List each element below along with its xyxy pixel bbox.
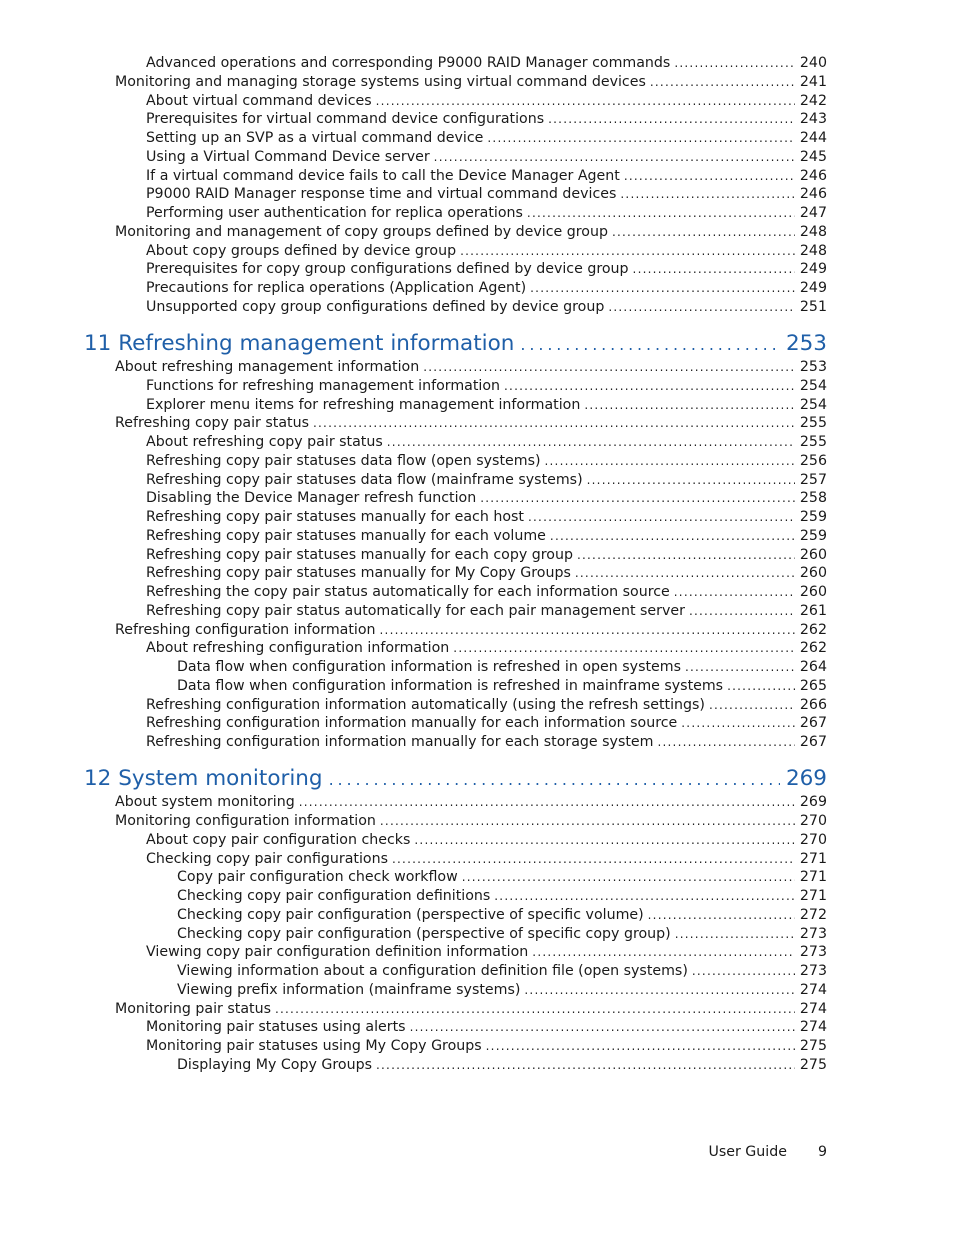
toc-entry-page: 249 [799,261,827,278]
toc-entry-page: 245 [799,148,827,165]
toc-leader-dots [487,129,795,147]
toc-entry[interactable] [115,223,827,241]
toc-entry-title: Refreshing copy pair statuses data flow (mainframe systems) [146,471,583,488]
toc-entry-title: Viewing copy pair configuration definition information [146,944,529,961]
toc-leader-dots [376,1056,795,1074]
toc-entry[interactable] [146,602,827,620]
toc-entry-page: 255 [799,434,827,450]
toc-entry[interactable] [146,396,827,414]
page-footer [708,1142,827,1162]
toc-entry[interactable] [146,850,827,868]
toc-entry-title: Data flow when configuration information is refreshed in open systems [177,659,681,675]
toc-entry-page: 251 [799,298,827,315]
toc-leader-dots [530,279,795,297]
toc-entry[interactable] [146,508,827,526]
toc-entry-page: 244 [799,130,827,146]
toc-leader-dots [299,793,795,811]
toc-entry-title: Prerequisites for virtual command device configurations [146,111,545,128]
toc-entry[interactable] [146,298,827,316]
toc-entry-page: 267 [799,715,827,732]
toc-entry[interactable] [115,793,827,811]
toc-entry[interactable] [115,812,827,830]
toc-entry-title: About refreshing copy pair status [146,434,383,450]
toc-leader-dots [532,943,795,961]
toc-entry-title: Precautions for replica operations (Application Agent) [146,280,527,296]
toc-entry-title: Data flow when configuration information is refreshed in mainframe systems [177,677,724,694]
toc-entry-title: Viewing prefix information (mainframe systems) [177,981,521,998]
toc-leader-dots [548,110,795,128]
toc-entry-title: Monitoring pair statuses using My Copy Groups [146,1038,482,1054]
toc-leader-dots [410,1018,795,1036]
toc-leader-dots [527,204,795,222]
toc-entry-page: 254 [799,396,827,413]
toc-leader-dots [380,621,795,639]
toc-entry-page: 262 [799,640,827,657]
toc-entry-page: 264 [799,659,827,675]
toc-entry[interactable] [146,583,827,601]
toc-entry-page: 240 [799,55,827,71]
toc-leader-dots [681,714,795,732]
toc-leader-dots [689,602,795,620]
toc-leader-dots [577,546,795,564]
toc-leader-dots [608,298,795,316]
toc-leader-dots [494,887,795,905]
toc-entry-page: 247 [799,205,827,221]
toc-leader-dots [675,925,795,943]
toc-entry-page: 257 [799,471,827,488]
toc-entry-title: Functions for refreshing management information [146,377,501,394]
toc-entry[interactable] [146,546,827,564]
toc-entry-page: 266 [799,696,827,713]
toc-entry-title: Refreshing configuration information automatically (using the refresh settings) [146,696,705,713]
toc-leader-dots [462,868,795,886]
toc-entry-title: 11 Refreshing management information [84,330,515,356]
toc-entry[interactable] [146,242,827,260]
toc-entry-page: 242 [799,92,827,109]
toc-entry[interactable] [146,639,827,657]
toc-entry-title: Explorer menu items for refreshing management information [146,396,581,413]
toc-leader-dots [376,92,795,110]
toc-entry[interactable] [146,452,827,470]
toc-entry-page: 271 [799,850,827,867]
toc-entry[interactable] [146,733,827,751]
toc-entry[interactable] [177,887,827,905]
toc-entry[interactable] [146,204,827,222]
toc-leader-dots [528,508,795,526]
toc-leader-dots [545,452,795,470]
toc-entry[interactable] [115,414,827,432]
toc-leader-dots [520,331,780,358]
toc-entry-title: Checking copy pair configuration definitions [177,888,491,904]
toc-entry-title: Advanced operations and corresponding P9000 RAID Manager commands [146,55,671,71]
toc-entry-title: 12 System monitoring [84,765,323,791]
toc-entry-page: 248 [799,242,827,259]
toc-entry-page: 274 [799,1000,827,1017]
toc-leader-dots [480,489,795,507]
toc-entry-page: 262 [799,621,827,638]
toc-entry-title: Refreshing configuration information manually for each storage system [146,734,654,750]
toc-entry-title: Checking copy pair configurations [146,850,388,867]
toc-leader-dots [685,658,795,676]
toc-entry-title: Monitoring pair status [115,1000,271,1017]
toc-entry-page: 275 [799,1056,827,1073]
toc-entry[interactable] [146,471,827,489]
toc-leader-dots [434,148,795,166]
toc-entry-title: Setting up an SVP as a virtual command device [146,130,484,146]
toc-leader-dots [414,831,795,849]
toc-entry-page: 259 [799,527,827,544]
toc-entry-page: 246 [799,186,827,203]
toc-entry-title: About refreshing configuration information [146,640,450,657]
toc-entry-page: 248 [799,223,827,240]
toc-entry-title: About system monitoring [115,794,295,811]
toc-entry[interactable] [146,185,827,203]
toc-entry-title: Prerequisites for copy group configurations defined by device group [146,261,629,278]
toc-entry[interactable] [146,110,827,128]
toc-leader-dots [709,696,795,714]
toc-entry[interactable] [146,1037,827,1055]
toc-leader-dots [648,906,795,924]
toc-entry[interactable] [146,489,827,507]
toc-leader-dots [692,962,795,980]
toc-entry-page: 275 [799,1038,827,1054]
toc-entry[interactable] [177,962,827,980]
toc-entry[interactable] [115,1000,827,1018]
toc-entry-page: 271 [799,869,827,886]
footer-page-number: 9 [817,1144,827,1160]
toc-leader-dots [392,850,795,868]
toc-leader-dots [633,260,795,278]
toc-entry-title: Viewing information about a configuration definition file (open systems) [177,963,688,979]
toc-entry-page: 265 [799,677,827,694]
toc-entry-title: Checking copy pair configuration (perspective of specific copy group) [177,925,671,942]
toc-leader-dots [650,73,795,91]
toc-entry-page: 243 [799,111,827,128]
toc-leader-dots [727,677,795,695]
toc-leader-dots [657,733,794,751]
toc-entry[interactable] [177,1056,827,1074]
toc-entry-page: 267 [799,734,827,750]
toc-leader-dots [584,396,795,414]
toc-entry-title: Monitoring and managing storage systems using virtual command devices [115,73,646,90]
toc-entry-title: Performing user authentication for replica operations [146,205,523,221]
toc-entry[interactable] [115,621,827,639]
toc-leader-dots [486,1037,795,1055]
toc-entry-page: 260 [799,584,827,600]
toc-entry[interactable] [146,433,827,451]
toc-entry-page: 271 [799,888,827,904]
toc-leader-dots [524,981,795,999]
toc-entry[interactable] [146,167,827,185]
toc-entry-title: Refreshing copy pair status [115,415,309,432]
toc-leader-dots [624,167,795,185]
toc-chapter-entry[interactable] [84,765,827,793]
toc-leader-dots [674,583,795,601]
toc-entry-page: 261 [799,602,827,619]
toc-entry[interactable] [177,677,827,695]
footer-guide-label: User Guide [708,1144,787,1160]
toc-entry-title: Checking copy pair configuration (perspective of specific volume) [177,906,644,923]
toc-entry[interactable] [146,1018,827,1036]
toc-entry-page: 270 [799,831,827,848]
toc-entry-page: 246 [799,167,827,184]
toc-leader-dots [575,564,795,582]
toc-entry-page: 273 [799,944,827,961]
toc-entry-title: Refreshing configuration information [115,621,376,638]
toc-entry-page: 269 [785,765,827,791]
toc-entry[interactable] [177,868,827,886]
toc-entry-page: 249 [799,280,827,296]
toc-entry-page: 241 [799,73,827,90]
toc-leader-dots [275,1000,795,1018]
toc-entry[interactable] [146,260,827,278]
toc-entry[interactable] [146,129,827,147]
toc-entry-title: Refreshing copy pair statuses data flow (open systems) [146,452,541,469]
toc-entry[interactable] [115,358,827,376]
toc-entry-page: 273 [799,963,827,979]
toc-leader-dots [587,471,795,489]
toc-entry[interactable] [146,54,827,72]
toc-entry[interactable] [177,658,827,676]
toc-leader-dots [380,812,795,830]
toc-entry-page: 272 [799,906,827,923]
toc-entry-page: 270 [799,813,827,829]
toc-entry[interactable] [146,527,827,545]
toc-entry[interactable] [115,73,827,91]
toc-leader-dots [612,223,795,241]
toc-leader-dots [674,54,795,72]
toc-entry-page: 260 [799,546,827,563]
toc-entry-title: About copy pair configuration checks [146,831,411,848]
toc-entry-page: 253 [785,330,827,356]
toc-entry-title: Copy pair configuration check workflow [177,869,458,886]
toc-entry-page: 260 [799,565,827,582]
toc-entry-page: 255 [799,415,827,432]
toc-entry-page: 259 [799,509,827,525]
toc-entry[interactable] [146,714,827,732]
toc-entry-title: About copy groups defined by device group [146,242,457,259]
toc-entry-page: 258 [799,490,827,507]
toc-entry-title: Refreshing copy pair statuses manually for My Copy Groups [146,565,571,582]
toc-entry-page: 253 [799,359,827,375]
toc-entry[interactable] [146,831,827,849]
toc-entry[interactable] [177,981,827,999]
toc-entry-page: 256 [799,452,827,469]
toc-entry-title: Refreshing copy pair statuses manually for each volume [146,527,546,544]
toc-entry[interactable] [146,696,827,714]
toc-leader-dots [387,433,795,451]
toc-entry-title: P9000 RAID Manager response time and virtual command devices [146,186,617,203]
toc-leader-dots [504,377,795,395]
toc-entry-title: About virtual command devices [146,92,372,109]
toc-entry[interactable] [146,943,827,961]
toc-leader-dots [423,358,795,376]
toc-entry-title: Unsupported copy group configurations defined by device group [146,298,605,315]
toc-entry-title: Refreshing copy pair statuses manually for each host [146,509,524,525]
toc-entry-title: If a virtual command device fails to call the Device Manager Agent [146,167,620,184]
toc-entry-title: Monitoring configuration information [115,813,376,829]
toc-entry-page: 273 [799,925,827,942]
toc-entry-title: Refreshing copy pair statuses manually for each copy group [146,546,573,563]
toc-entry-page: 254 [799,377,827,394]
toc-entry[interactable] [146,564,827,582]
toc-entry-page: 269 [799,794,827,811]
toc-chapter-entry[interactable] [84,330,827,358]
toc-entry-title: Displaying My Copy Groups [177,1056,372,1073]
toc-entry-title: Refreshing the copy pair status automatically for each information source [146,584,670,600]
toc-entry[interactable] [146,377,827,395]
toc-entry-title: Refreshing copy pair status automatically for each pair management server [146,602,685,619]
toc-entry-title: Monitoring and management of copy groups defined by device group [115,223,608,240]
toc-leader-dots [460,242,795,260]
toc-leader-dots [453,639,795,657]
toc-entry[interactable] [146,279,827,297]
toc-leader-dots [550,527,795,545]
toc-entry[interactable] [146,92,827,110]
toc-leader-dots [329,766,780,793]
toc-entry-title: About refreshing management information [115,359,420,375]
toc-entry-title: Using a Virtual Command Device server [146,148,430,165]
toc-entry[interactable] [177,906,827,924]
toc-entry-page: 274 [799,981,827,998]
toc-leader-dots [620,185,795,203]
toc-leader-dots [313,414,795,432]
toc-entry[interactable] [146,148,827,166]
toc-entry-page: 274 [799,1019,827,1036]
toc-entry-title: Monitoring pair statuses using alerts [146,1019,406,1036]
toc-entry-title: Disabling the Device Manager refresh function [146,490,477,507]
toc-entry-title: Refreshing configuration information manually for each information source [146,715,678,732]
toc-entry[interactable] [177,925,827,943]
